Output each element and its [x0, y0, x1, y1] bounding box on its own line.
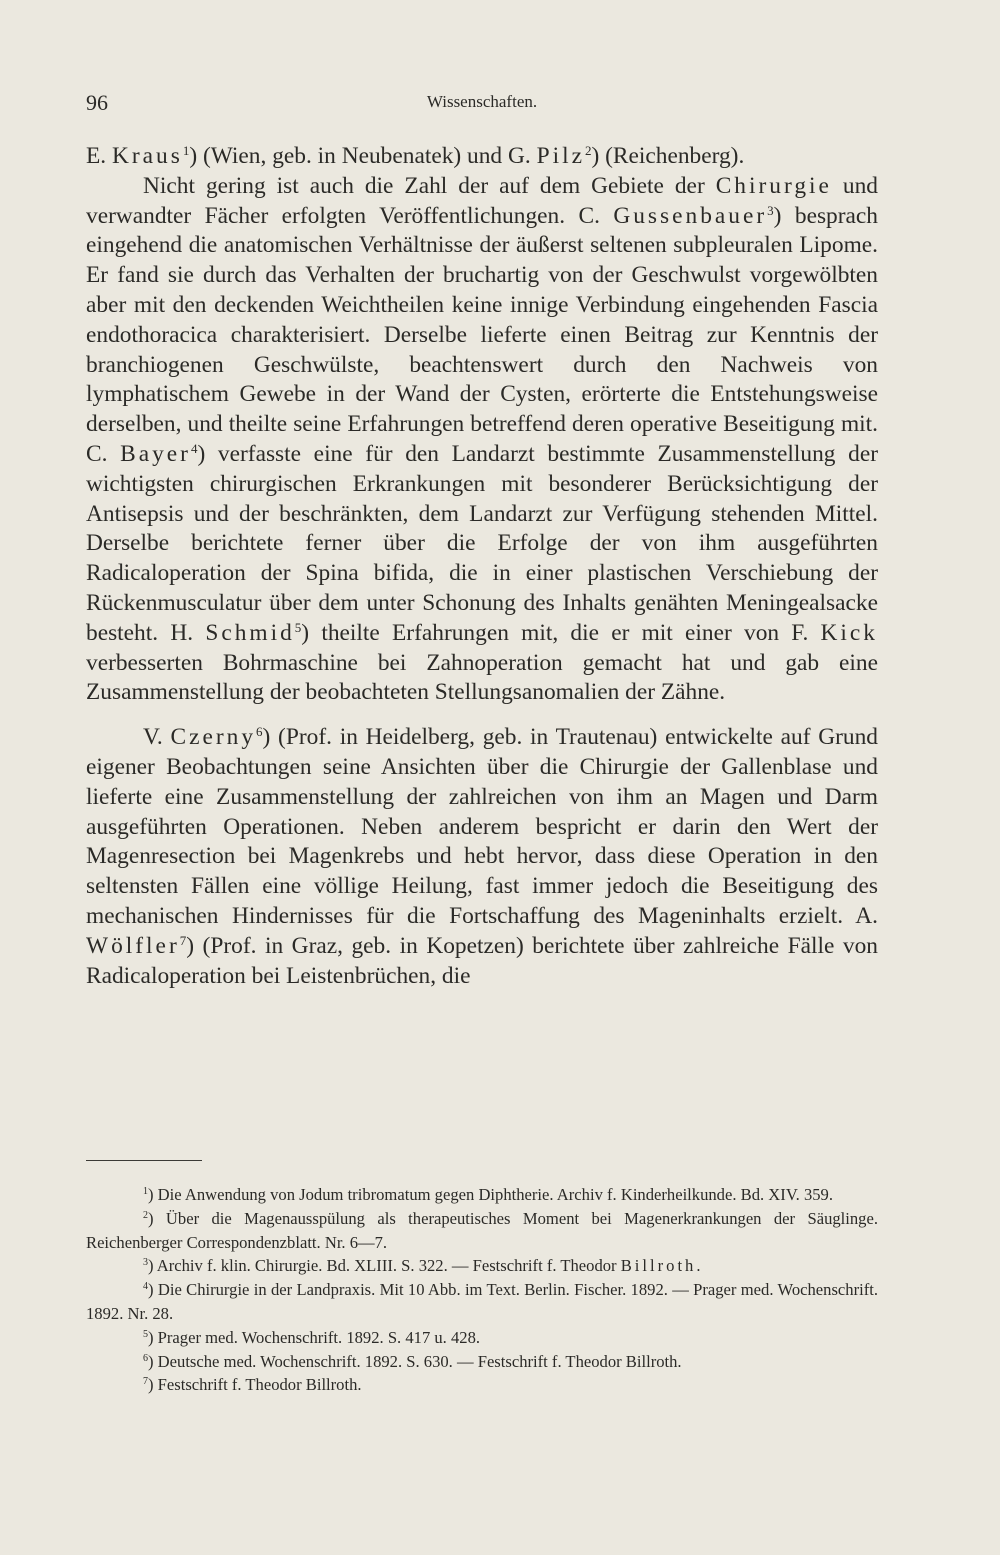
- author-bayer: Bayer: [120, 440, 191, 467]
- footnote-marker: 4: [143, 1281, 148, 1293]
- footnote-marker: 3: [143, 1257, 148, 1269]
- paragraph-2: [86, 172, 878, 708]
- footnote-ref-7[interactable]: 7: [179, 932, 187, 948]
- author-pilz: Pilz: [536, 143, 585, 169]
- paragraph-1-text-2: ) (Wien, geb. in Neubenatek) und G.: [189, 143, 537, 169]
- paragraph-2-text-1: Nicht gering ist auch die Zahl der auf dem Gebiete der: [143, 172, 716, 199]
- page-number: 96: [86, 90, 108, 115]
- footnote-marker: 2: [143, 1209, 148, 1221]
- footnote-ref-2[interactable]: 2: [584, 143, 592, 158]
- paragraph-3-text-1: V.: [143, 724, 171, 751]
- main-text: [86, 142, 878, 991]
- paragraph-3-text-2: ) (Prof. in Heidelberg, geb. in Trautenau) entwickelte auf Grund eigener Beobachtungen seine Ansichten über die Chirurgie der Gallenblase und lieferte eine Zusammenstellung der zahlreichen von ihm an Magen und Darm ausgeführten Operationen. Neben anderem bespricht er darin den Wert der Magenresection bei Magenkrebs und hebt hervor, dass diese Operation in den seltensten Fällen eine völlige Heilung, fast immer jedoch die Beseitigung des mechanischen Hindernisses für die Fortschaffung des Mageninhalts erzielt. A.: [86, 724, 878, 929]
- term-chirurgie: Chirurgie: [715, 172, 832, 199]
- footnote-text: ) Archiv f. klin. Chirurgie. Bd. XLIII. S. 322. — Festschrift f. Theodor: [148, 1256, 621, 1276]
- paragraph-2-text-2: und verwandter Fächer erfolgten Veröffentlichungen. C.: [86, 172, 878, 229]
- paragraph-1: [86, 142, 878, 172]
- paragraph-2-text-5: ) theilte Erfahrungen mit, die er mit einer von F.: [301, 619, 821, 646]
- footnote-divider: [86, 1160, 202, 1161]
- footnote-spaced-name: Billroth: [620, 1256, 697, 1276]
- author-gussenbauer: Gussenbauer: [613, 202, 768, 229]
- footnote-marker: 6: [143, 1352, 148, 1364]
- footnote-ref-1[interactable]: 1: [182, 143, 190, 158]
- author-czerny: Czerny: [170, 724, 257, 751]
- paragraph-1-text-3: ) (Reichenberg).: [591, 143, 745, 169]
- footnote-marker: 1: [143, 1186, 148, 1197]
- footnote-marker: 7: [143, 1376, 148, 1388]
- paragraph-2-text-6: verbesserten Bohrmaschine bei Zahnoperation gemacht hat und gab eine Zusammenstellung der beobachteten Stellungsanomalien der Zähne.: [86, 649, 878, 706]
- paragraph-2-text-4: ) verfasste eine für den Landarzt bestimmte Zusammenstellung der wichtigsten chirurgischen Erkrankungen mit besonderer Berücksichtigung der Antisepsis und der beschränkten, dem Landarzt zur Verfügung stehenden Mittel. Derselbe berichtete ferner über die Erfolge der von ihm ausgeführten Radicaloperation der Spina bifida, die in einer plastischen Verschiebung der Rückenmusculatur über dem unter Schonung des Inhalts genähten Meningealsacke besteht. H.: [86, 440, 879, 646]
- author-woelfler: Wölfler: [86, 932, 180, 959]
- footnote-4: [86, 1278, 878, 1326]
- footnote-7: [86, 1373, 878, 1397]
- author-kick: Kick: [820, 619, 878, 646]
- footnote-ref-5[interactable]: 5: [294, 619, 302, 635]
- footnote-ref-3[interactable]: 3: [767, 202, 774, 218]
- footnote-text: ) Die Anwendung von Jodum tribromatum gegen Diphtherie. Archiv f. Kinderheilkunde. Bd. XIV. 359.: [148, 1185, 833, 1204]
- footnote-text: ) Prager med. Wochenschrift. 1892. S. 417 u. 428.: [148, 1327, 481, 1347]
- footnote-ref-6[interactable]: 6: [256, 724, 263, 740]
- footnote-3: [86, 1254, 878, 1278]
- paragraph-2-text-3: ) besprach eingehend die anatomischen Verhältnisse der äußerst seltenen subpleuralen Lipome. Er fand sie durch das Verhalten der bruchartig von der Geschwulst vorgewölbten aber mit den deckenden Weichtheilen keine innige Verbindung eingehenden Fascia endothoracica charakterisiert. Derselbe lieferte einen Beitrag zur Kenntnis der branchiogenen Geschwülste, beachtenswert durch den Nachweis von lymphatischem Gewebe in der Wand der Cysten, erörterte die Entstehungsweise derselben, und theilte seine Erfahrungen betreffend deren operative Beseitigung mit. C.: [86, 202, 878, 467]
- running-head: [86, 90, 878, 120]
- paragraph-1-text-1: E.: [86, 143, 112, 169]
- footnote-6: [86, 1350, 878, 1374]
- footnote-5: [86, 1326, 878, 1350]
- footnote-ref-4[interactable]: 4: [190, 440, 198, 456]
- footnote-text: ) Über die Magenausspülung als therapeutisches Moment bei Magenerkrankungen der Säuglinge. Reichenberger Correspondenzblatt. Nr. 6—7.: [86, 1208, 878, 1252]
- footnote-1: [86, 1183, 878, 1207]
- footnote-tail: .: [696, 1256, 701, 1276]
- footnote-2: [86, 1207, 878, 1255]
- author-schmid: Schmid: [205, 619, 295, 646]
- section-title: Wissenschaften.: [426, 92, 538, 111]
- footnote-text: ) Die Chirurgie in der Landpraxis. Mit 10 Abb. im Text. Berlin. Fischer. 1892. — Prager med. Wochenschrift. 1892. Nr. 28.: [86, 1280, 878, 1323]
- author-kraus: Kraus: [111, 143, 183, 169]
- footnotes: [86, 1183, 878, 1397]
- paragraph-3: [86, 723, 878, 991]
- footnote-text: ) Deutsche med. Wochenschrift. 1892. S. 630. — Festschrift f. Theodor Billroth.: [148, 1351, 682, 1371]
- footnote-text: ) Festschrift f. Theodor Billroth.: [148, 1375, 362, 1395]
- paragraph-3-text-3: ) (Prof. in Graz, geb. in Kopetzen) berichtete über zahlreiche Fälle von Radicaloperation bei Leistenbrüchen, die: [86, 932, 878, 989]
- footnote-marker: 5: [143, 1328, 148, 1340]
